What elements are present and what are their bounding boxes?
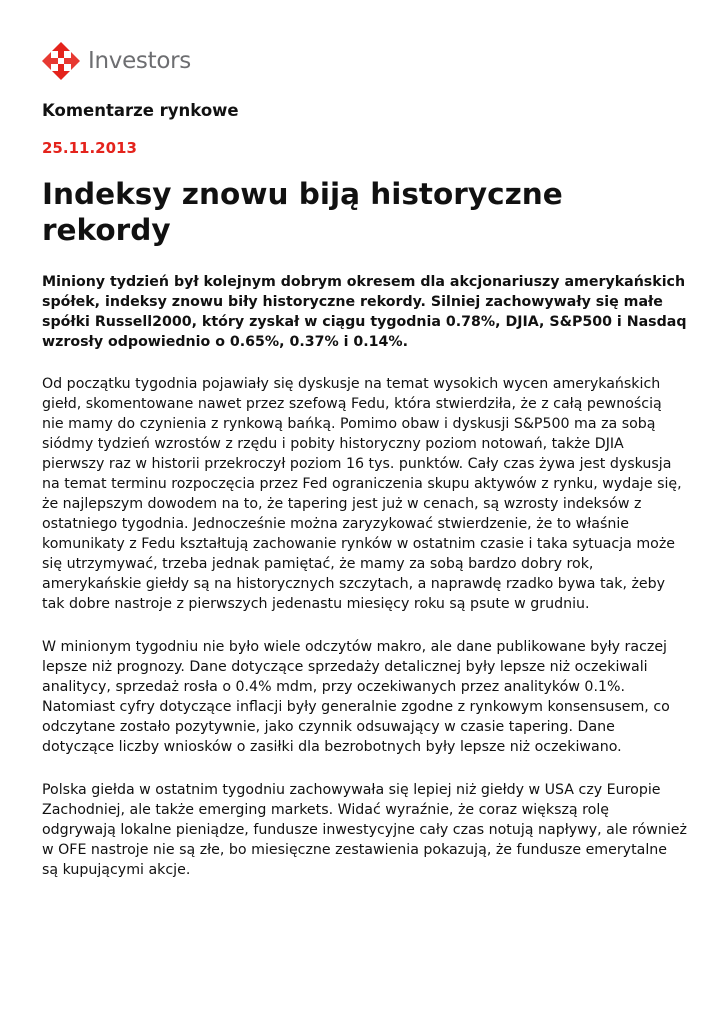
article-paragraph-2: W minionym tygodniu nie było wiele odczytów makro, ale dane publikowane były raczej lepsze niż prognozy. Dane dotyczące sprzedaży detalicznej były lepsze niż oczekiwali analitycy, sprzedaż rosła o 0.4% mdm, przy oczekiwanych przez analityków 0.1%. Natomiast cyfry dotyczące inflacji były generalnie zgodne z rynkowym konsensusem, co odczytane zostało pozytywnie, jako czynnik odsuwający w czasie tapering. Dane dotyczące liczby wniosków o zasiłki dla bezrobotnych były lepsze niż oczekiwano. [42, 639, 670, 755]
investors-logo [41, 41, 191, 81]
section-label: Komentarze rynkowe [42, 101, 239, 120]
investors-logo-icon [41, 41, 81, 81]
article-paragraph-1: Od początku tygodnia pojawiały się dyskusje na temat wysokich wycen amerykańskich giełd, skomentowane nawet przez szefową Fedu, która stwierdziła, że z całą pewnością nie mamy do czynienia z rynkową bańką. Pomimo obaw i dyskusji S&P500 ma za sobą siódmy tydzień wzrostów z rzędu i pobity historyczny poziom notowań, także DJIA pierwszy raz w historii przekroczył poziom 16 tys. punktów. Cały czas żywa jest dyskusja na temat terminu rozpoczęcia przez Fed ograniczenia skupu aktywów z rynku, wydaje się, że najlepszym dowodem na to, że tapering jest już w cenach, są wzrosty indeksów z ostatniego tygodnia. Jednocześnie można zaryzykować stwierdzenie, że to właśnie komunikaty z Fedu kształtują zachowanie rynków w ostatnim czasie i taka sytuacja może się utrzymywać, trzeba jednak pamiętać, że mamy za sobą bardzo dobry rok, amerykańskie giełdy są na historycznych szczytach, a naprawdę rzadko bywa tak, żeby tak dobre nastroje z pierwszych jedenastu miesięcy roku są psute w grudniu. [42, 376, 682, 612]
article-paragraph-3: Polska giełda w ostatnim tygodniu zachowywała się lepiej niż giełdy w USA czy Europie Zachodniej, ale także emerging markets. Widać wyraźnie, że coraz większą rolę odgrywają lokalne pieniądze, fundusze inwestycyjne cały czas notują napływy, ale również w OFE nastroje nie są złe, bo miesięczne zestawienia pokazują, że fundusze emerytalne są kupującymi akcje. [42, 782, 687, 878]
article-lead: Miniony tydzień był kolejnym dobrym okresem dla akcjonariuszy amerykańskich spółek, indeksy znowu biły historyczne rekordy. Silniej zachowywały się małe spółki Russell2000, który zyskał w ciągu tygodnia 0.78%, DJIA, S&P500 i Nasdaq wzrosły odpowiednio o 0.65%, 0.37% i 0.14%. [42, 274, 687, 350]
publication-date: 25.11.2013 [42, 139, 137, 157]
investors-logo-text: Investors [88, 47, 191, 74]
article-body [42, 272, 687, 903]
article-title: Indeksy znowu biją historyczne rekordy [42, 177, 563, 247]
